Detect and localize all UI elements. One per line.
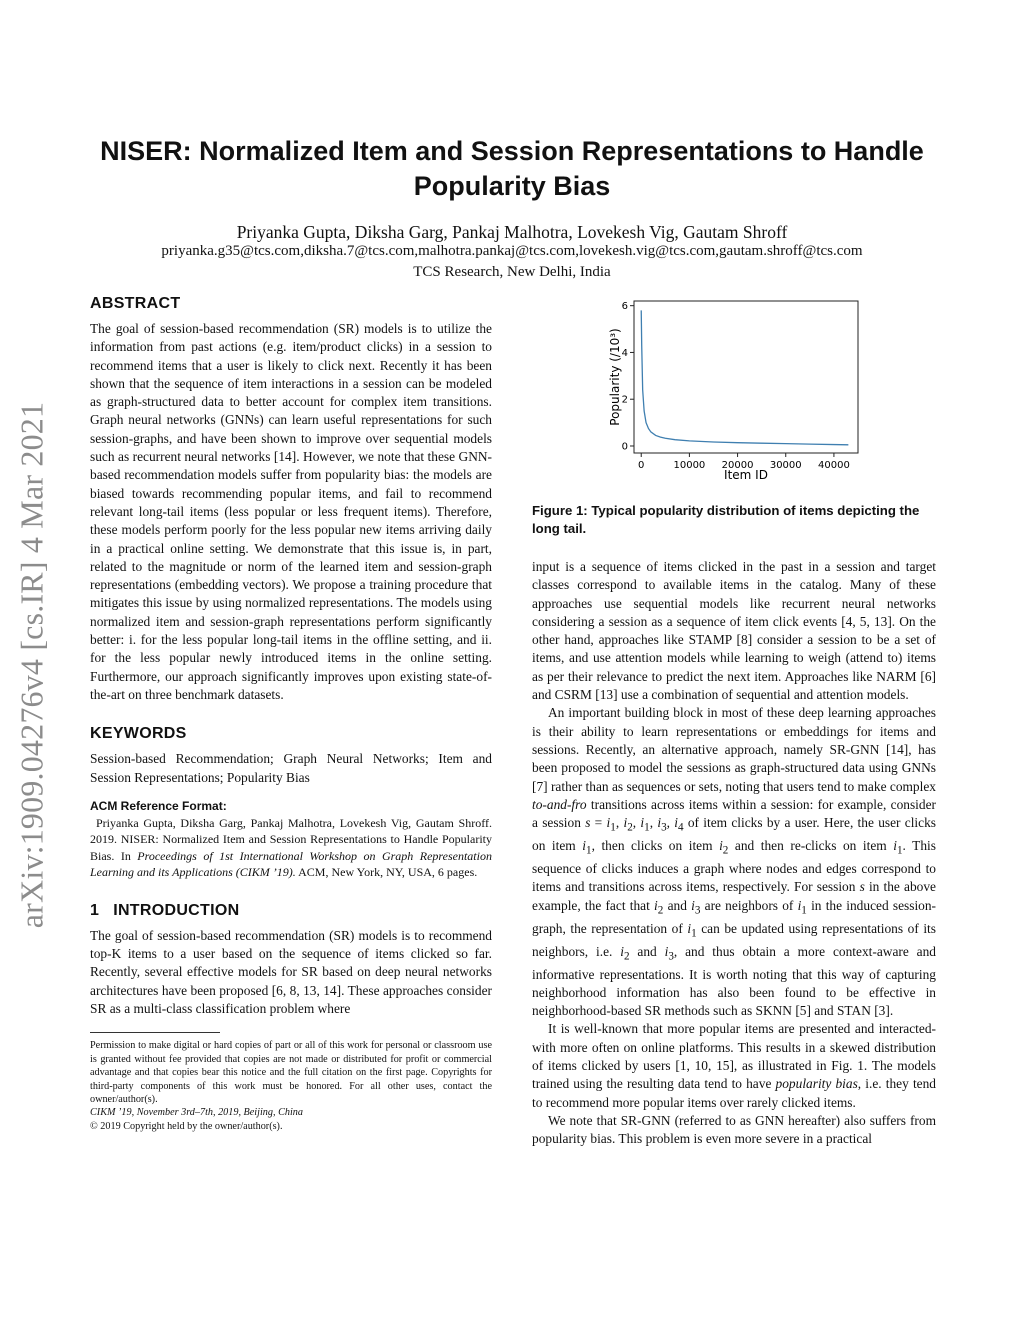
right-paragraph-1: input is a sequence of items clicked in the past in a session and target classes correspond to available items in the catalog. Many of these approaches use sequential models like recurrent neural networks considering a session as a sequence of item click events [4, 5, 13]. On the other hand, approaches like STAMP [8] consider a session to be a set of items, and use attention models while learning to weigh (attend to) items as per their relevance to predict the next item. Approaches like NARM [6] and CSRM [13] use a combination of sequential and attention models. — [532, 559, 936, 703]
x-tick-label: 40000 — [818, 460, 850, 471]
y-tick-label: 2 — [621, 394, 628, 406]
author-list: Priyanka Gupta, Diksha Garg, Pankaj Malhotra, Lovekesh Vig, Gautam Shroff — [236, 222, 788, 242]
title-line-2: Popularity Bias — [413, 171, 611, 201]
p3-text-a: It is well-known that more popular items are presented and interacted-with more often on online platforms. This results in a skewed distribution of items clicked by users [1, 10, 15], as illustrated in Fig. 1. The models trained using the resulting data tend to have — [532, 1021, 936, 1092]
abstract-heading: ABSTRACT — [90, 295, 181, 312]
math-s: s — [585, 815, 591, 831]
paper-title — [80, 134, 944, 204]
keywords-text: Session-based Recommendation; Graph Neural Networks; Item and Session Representations; Popularity Bias — [90, 751, 492, 785]
author-emails: priyanka.g35@tcs.com,diksha.7@tcs.com,malhotra.pankaj@tcs.com,lovekesh.vig@tcs.com,gautam.shroff@tcs.com — [161, 243, 863, 259]
arxiv-identifier: arXiv:1909.04276v4 [cs.IR] 4 Mar 2021 — [13, 401, 50, 929]
right-paragraph-3 — [532, 1020, 936, 1111]
p3-emphasis: popularity bias — [775, 1076, 858, 1092]
x-tick-label: 10000 — [673, 460, 706, 471]
p2-text-j: in the induced session-graph, the representation of — [532, 897, 937, 936]
introduction-heading — [90, 899, 492, 923]
right-paragraph-4: We note that SR-GNN (referred to as GNN hereafter) also suffers from popularity bias. This problem is even more severe in a practical — [532, 1112, 936, 1147]
y-axis-label: Popularity (/10³) — [608, 328, 622, 426]
p2-text-c: of item clicks by a user. Here, the user clicks on item — [532, 815, 937, 854]
title-line-1: NISER: Normalized Item and Session Representations to Handle — [100, 136, 924, 166]
affiliation: TCS Research, New Delhi, India — [413, 264, 611, 280]
p2-text-f: . This sequence of clicks induces a graph where nodes and edges correspond to items and transitions across items, respectively. For session — [532, 838, 936, 895]
y-tick-label: 4 — [621, 347, 628, 359]
x-axis-label: Item ID — [724, 468, 768, 482]
p2-text-m: , and thus obtain a more context-aware and informative representations. It is worth noting that this way of capturing neighborhood information has also been found to be effective in neighborhood-based SR methods such as SKNN [5] and STAN [3]. — [532, 943, 936, 1019]
y-tick-label: 0 — [621, 441, 628, 453]
right-paragraph-2: An important building block in most of these deep learning approaches is their ability to learn representations or embeddings for items and sessions. Recently, an alternative approach, namely SR-GNN [14], has been proposed to model the sessions as graph-structured data using GNNs [7] rather than as sequences or sets, noting that users tend to make complex to-and-fro transitions across items within a session: for example, consider a session $s = i_1$, $i_2$, $i_1$, $i_3$, $i_4$ of item clicks by a user. Here, the user clicks on item $i_1$, then clicks on item $i_2$ and then re-clicks on item $i_1$. This sequence of clicks induces a graph where nodes and edges correspond to items and transitions across items, respectively. For session s in the above example, the fact that $i_2$ and $i_3$ are neighbors of $i_1$ in the induced session-graph, the representation of $i_1$ can be updated using representations of its neighbors, i.e. $i_2$ and $i_3$, and thus obtain a more context-aware and informative representations. It is worth noting that this way of capturing neighborhood information has also been found to be effective in neighborhood-based SR methods such as SKNN [5] and STAN [3]. — [532, 705, 937, 1019]
p2-text-e: and then re-clicks on item — [728, 838, 894, 854]
x-tick-label: 30000 — [769, 460, 802, 471]
p2-text-i: are neighbors of — [700, 897, 798, 913]
p2-text-h: and — [663, 897, 692, 913]
acm-reference-text — [90, 815, 492, 881]
x-tick-label: 0 — [638, 460, 645, 471]
footnote-rule — [90, 1032, 220, 1033]
p2-text-b: transitions across items within a session: for example, consider a session — [532, 796, 936, 831]
y-tick-label: 6 — [621, 301, 628, 313]
arxiv-sidebar — [2, 372, 62, 958]
introduction-paragraph: The goal of session-based recommendation (SR) models is to recommend top-K items to a user based on the sequence of items clicked so far. Recently, several effective models for SR based on deep neural networks architectures have been proposed [6, 8, 13, 14]. These approaches consider SR as a multi-class classification problem where — [90, 927, 492, 1017]
p2-text-g: in the above example, the fact that — [532, 879, 936, 913]
acm-reference-pre: Priyanka Gupta, Diksha Garg, Pankaj Malhotra, Lovekesh Vig, Gautam Shroff. 2019. NISER: Normalized Item and Session Representations to Handle Popularity Bias. In — [90, 815, 492, 863]
conference-info: CIKM ’19, November 3rd–7th, 2019, Beijing, China — [90, 1107, 303, 1119]
left-column — [90, 292, 492, 1133]
p2-text-a: An important building block in most of these deep learning approaches is their ability to learn representations or embeddings for items and sessions. Recently, an alternative approach, namely SR-GNN [14], has been proposed to model the sessions as graph-structured data using GNNs [7] rather than as sequences or sets, noting that users tend to make complex — [532, 705, 936, 794]
permission-notice: Permission to make digital or hard copies of part or all of this work for personal or classroom use is granted without fee provided that copies are not made or distributed for profit or commercial advantage and that copies bear this notice and the full citation on the first page. Copyrights for third-party components of this work must be honored. For all other uses, contact the owner/author(s). — [90, 1040, 492, 1105]
p3-text-b: , i.e. they tend to recommend more popular items over rarely clicked items. — [532, 1076, 936, 1110]
figure-1-caption: Figure 1: Typical popularity distribution of items depicting the long tail. — [532, 503, 920, 536]
p2-emphasis: to-and-fro — [532, 796, 587, 812]
x-tick-label: 20000 — [721, 460, 754, 471]
acm-reference-heading: ACM Reference Format: — [90, 798, 227, 813]
popularity-chart-svg — [532, 296, 936, 492]
acm-reference-post: ACM, New York, NY, USA, 6 pages. — [295, 865, 478, 880]
plot-frame — [634, 301, 858, 453]
p2-text-l: and — [629, 943, 665, 959]
copyright-notice: © 2019 Copyright held by the owner/author(s). — [90, 1120, 283, 1132]
acm-reference-venue: Proceedings of 1st International Workshop on Graph Representation Learning and its Applications (CIKM ’19). — [90, 848, 492, 880]
p2-text-k: can be updated using representations of its neighbors, i.e. — [532, 920, 936, 959]
keywords-heading: KEYWORDS — [90, 725, 187, 743]
section-number: 1 — [90, 901, 100, 919]
figure-1-chart — [532, 296, 936, 492]
right-column — [532, 296, 936, 1149]
section-title: INTRODUCTION — [113, 901, 240, 919]
abstract-text: The goal of session-based recommendation (SR) models is to utilize the information from past actions (e.g. item/product clicks) in a session to recommend items that a user is likely to click next. Recently it has been shown that the sequence of item interactions in a session can be modeled as graph-structured data to better account for complex item transitions. Graph neural networks (GNNs) can learn useful representations for such session-graphs, and have been shown to improve over sequential models such as recurrent neural networks [14]. However, we note that these GNN-based recommendation models suffer from popularity bias: the models are biased towards recommending popular items, and fail to recommend relevant long-tail items (less popular or less frequent items). Therefore, these models perform poorly for the less popular new items arriving daily in a practical online setting. We demonstrate that this issue is, in part, related to the magnitude or norm of the learned item and session-graph representations (embedding vectors). We propose a training procedure that mitigates this issue by using normalized representations. The models using normalized item and session-graph representations perform significantly better: i. for the less popular long-tail items in the offline setting, and ii. for the less popular newly introduced items in the online setting. Furthermore, our approach significantly improves upon existing state-of-the-art on three benchmark datasets. — [90, 321, 492, 702]
p2-text-d: , then clicks on item — [591, 838, 720, 854]
